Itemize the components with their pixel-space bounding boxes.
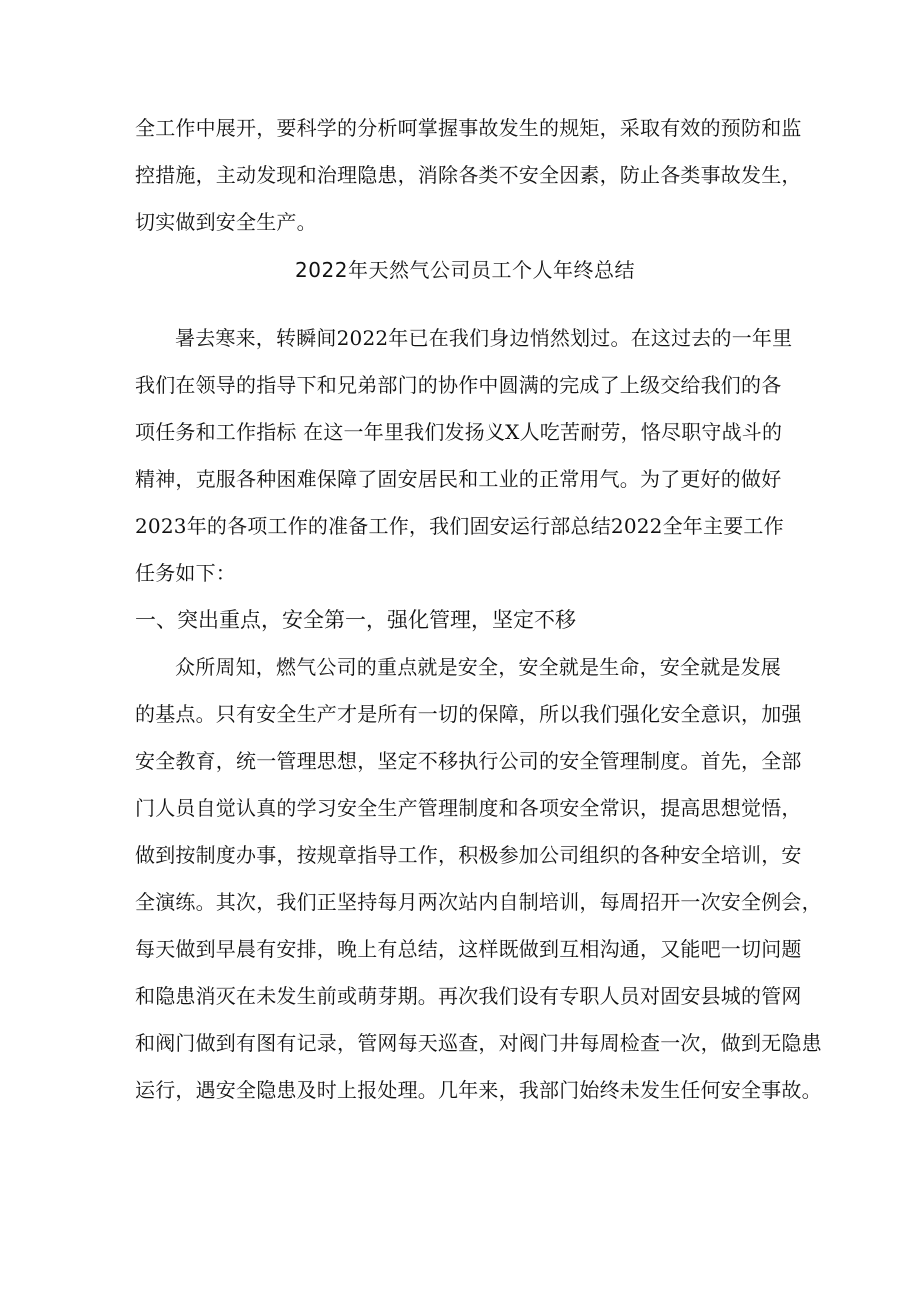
text-line: 项任务和工作指标 在这一年里我们发扬义X人吃苦耐劳，恪尽职守战斗的 bbox=[135, 420, 783, 444]
text-line: 和阀门做到有图有记录，管网每天巡查，对阀门井每周检查一次，做到无隐患 bbox=[135, 1031, 822, 1055]
summary-paragraph bbox=[135, 322, 795, 589]
text-line: 做到按制度办事，按规章指导工作，积极参加公司组织的各种安全培训，安 bbox=[135, 843, 802, 867]
text-line: 每天做到早晨有安排，晚上有总结，这样既做到互相沟通，又能吧一切问题 bbox=[135, 937, 802, 961]
text-line: 2023年的各项工作的准备工作，我们固安运行部总结2022全年主要工作 bbox=[135, 514, 784, 538]
text-line: 切实做到安全生产。 bbox=[135, 210, 317, 234]
text-line: 精神，克服各种困难保障了固安居民和工业的正常用气。为了更好的做好 bbox=[135, 467, 782, 491]
text-line: 安全教育，统一管理思想，坚定不移执行公司的安全管理制度。首先，全部 bbox=[135, 749, 802, 773]
text-line: 我们在领导的指导下和兄弟部门的协作中圆满的完成了上级交给我们的各 bbox=[135, 373, 782, 397]
intro-paragraph bbox=[135, 112, 802, 238]
section-heading: 一、突出重点，安全第一，强化管理，坚定不移 bbox=[135, 608, 576, 632]
text-line: 和隐患消灭在未发生前或萌芽期。再次我们设有专职人员对固安县城的管网 bbox=[135, 984, 802, 1008]
text-line: 全工作中展开，要科学的分析呵掌握事故发生的规矩，采取有效的预防和监 bbox=[135, 116, 802, 140]
text-line: 控措施，主动发现和治理隐患，消除各类不安全因素，防止各类事故发生， bbox=[135, 163, 802, 187]
text-line: 的基点。只有安全生产才是所有一切的保障，所以我们强化安全意识，加强 bbox=[135, 702, 802, 726]
text-line: 暑去寒来，转瞬间2022年已在我们身边悄然划过。在这过去的一年里 bbox=[175, 326, 793, 350]
text-line: 众所周知，燃气公司的重点就是安全，安全就是生命，安全就是发展 bbox=[175, 655, 781, 679]
text-line: 任务如下： bbox=[135, 561, 236, 585]
document-title: 2022年天然气公司员工个人年终总结 bbox=[295, 258, 635, 282]
text-line: 全演练。其次，我们正坚持每月两次站内自制培训，每周招开一次安全例会， bbox=[135, 890, 822, 914]
text-line: 运行，遇安全隐患及时上报处理。几年来，我部门始终未发生任何安全事故。 bbox=[135, 1078, 822, 1102]
document-body bbox=[135, 112, 822, 1121]
text-line: 门人员自觉认真的学习安全生产管理制度和各项安全常识，提高思想觉悟， bbox=[135, 796, 802, 820]
safety-paragraph bbox=[135, 651, 822, 1106]
